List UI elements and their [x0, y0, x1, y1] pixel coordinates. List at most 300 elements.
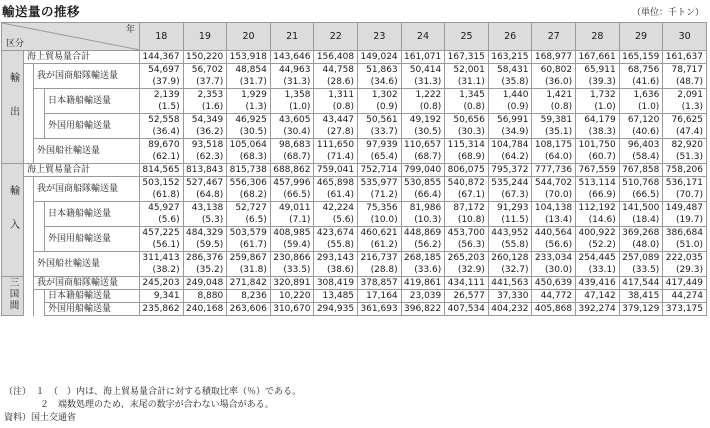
value-cell: 49,011 — [270, 202, 314, 215]
row-label: 外国船社輸送量 — [34, 252, 140, 277]
value-cell: 503,152 — [140, 177, 184, 190]
value-cell: 240,168 — [183, 303, 227, 316]
value-cell: 97,939 — [358, 139, 402, 152]
value-cell: 26,577 — [445, 290, 489, 303]
ratio-cell: (1.0) — [619, 101, 663, 114]
ratio-cell: (30.3) — [445, 126, 489, 139]
value-cell: 104,138 — [532, 202, 576, 215]
ratio-cell: (66.5) — [619, 189, 663, 202]
value-cell: 91,293 — [488, 202, 532, 215]
value-cell: 64,179 — [576, 114, 620, 127]
value-cell: 163,215 — [488, 51, 532, 64]
value-cell: 540,872 — [445, 177, 489, 190]
value-cell: 405,868 — [532, 303, 576, 316]
year-header: 30 — [663, 23, 707, 51]
table-row — [2, 89, 707, 102]
ratio-cell: (38.3) — [576, 126, 620, 139]
ratio-cell: (1.3) — [663, 101, 707, 114]
ratio-cell: (7.1) — [270, 214, 314, 227]
ratio-cell: (19.7) — [663, 214, 707, 227]
ratio-cell: (0.9) — [488, 101, 532, 114]
value-cell: 46,925 — [227, 114, 271, 127]
ratio-cell: (5.6) — [140, 214, 184, 227]
value-cell: 535,977 — [358, 177, 402, 190]
year-axis-label: 年 — [125, 25, 135, 35]
value-cell: 9,341 — [140, 290, 184, 303]
year-header: 28 — [576, 23, 620, 51]
table-row — [2, 51, 707, 64]
value-cell: 293,143 — [314, 252, 358, 265]
value-cell: 13,485 — [314, 290, 358, 303]
row-label: 我が国商船隊輸送量 — [34, 64, 140, 89]
year-header: 24 — [401, 23, 445, 51]
ratio-cell: (34.9) — [488, 126, 532, 139]
indent-cell — [24, 277, 34, 316]
value-cell: 78,717 — [663, 64, 707, 77]
value-cell: 443,952 — [488, 227, 532, 240]
value-cell: 806,075 — [445, 164, 489, 177]
value-cell: 1,311 — [314, 89, 358, 102]
value-cell: 93,518 — [183, 139, 227, 152]
year-header: 26 — [488, 23, 532, 51]
ratio-cell: (13.4) — [532, 214, 576, 227]
value-cell: 503,579 — [227, 227, 271, 240]
indent-cell — [34, 303, 45, 316]
year-header: 20 — [227, 23, 271, 51]
value-cell: 814,565 — [140, 164, 184, 177]
ratio-cell: (31.8) — [227, 264, 271, 277]
source-note: 資料）国土交通省 — [4, 413, 77, 423]
value-cell: 419,861 — [401, 277, 445, 290]
group-label: 三国間 — [7, 277, 19, 312]
ratio-cell: (64.2) — [488, 151, 532, 164]
ratio-cell: (52.2) — [576, 239, 620, 252]
ratio-cell: (65.4) — [358, 151, 402, 164]
ratio-cell: (1.0) — [576, 101, 620, 114]
value-cell: 47,142 — [576, 290, 620, 303]
ratio-cell: (30.4) — [270, 126, 314, 139]
ratio-cell: (55.8) — [488, 239, 532, 252]
value-cell: 150,220 — [183, 51, 227, 64]
value-cell: 168,977 — [532, 51, 576, 64]
ratio-cell: (47.4) — [663, 126, 707, 139]
value-cell: 2,353 — [183, 89, 227, 102]
value-cell: 457,996 — [270, 177, 314, 190]
value-cell: 448,869 — [401, 227, 445, 240]
value-cell: 513,114 — [576, 177, 620, 190]
table-row — [2, 114, 707, 127]
indent-cell — [34, 89, 45, 114]
value-cell: 396,822 — [401, 303, 445, 316]
value-cell: 56,702 — [183, 64, 227, 77]
ratio-cell: (56.2) — [401, 239, 445, 252]
value-cell: 167,661 — [576, 51, 620, 64]
ratio-cell: (62.1) — [140, 151, 184, 164]
ratio-cell: (5.6) — [314, 214, 358, 227]
table-row — [2, 277, 707, 290]
value-cell: 434,111 — [445, 277, 489, 290]
value-cell: 265,203 — [445, 252, 489, 265]
ratio-cell: (51.3) — [663, 151, 707, 164]
value-cell: 310,670 — [270, 303, 314, 316]
ratio-cell: (14.6) — [576, 214, 620, 227]
value-cell: 423,674 — [314, 227, 358, 240]
value-cell: 320,891 — [270, 277, 314, 290]
ratio-cell: (62.3) — [183, 151, 227, 164]
value-cell: 141,500 — [619, 202, 663, 215]
ratio-cell: (71.4) — [314, 151, 358, 164]
table-row — [2, 303, 707, 316]
ratio-cell: (70.0) — [532, 189, 576, 202]
ratio-cell: (68.7) — [401, 151, 445, 164]
ratio-cell: (33.5) — [270, 264, 314, 277]
value-cell: 54,697 — [140, 64, 184, 77]
ratio-cell: (67.1) — [445, 189, 489, 202]
value-cell: 156,408 — [314, 51, 358, 64]
ratio-cell: (10.3) — [401, 214, 445, 227]
value-cell: 544,702 — [532, 177, 576, 190]
indent-cell — [24, 177, 34, 252]
ratio-cell: (64.0) — [532, 151, 576, 164]
value-cell: 81,986 — [401, 202, 445, 215]
value-cell: 82,920 — [663, 139, 707, 152]
value-cell: 752,714 — [358, 164, 402, 177]
value-cell: 369,268 — [619, 227, 663, 240]
value-cell: 8,880 — [183, 290, 227, 303]
value-cell: 52,727 — [227, 202, 271, 215]
value-cell: 417,449 — [663, 277, 707, 290]
ratio-cell: (1.0) — [270, 101, 314, 114]
value-cell: 400,922 — [576, 227, 620, 240]
ratio-cell: (66.5) — [270, 189, 314, 202]
value-cell: 465,898 — [314, 177, 358, 190]
value-cell: 1,421 — [532, 89, 576, 102]
ratio-cell: (68.9) — [445, 151, 489, 164]
value-cell: 294,935 — [314, 303, 358, 316]
year-header: 29 — [619, 23, 663, 51]
ratio-cell: (38.6) — [314, 264, 358, 277]
ratio-cell: (58.4) — [619, 151, 663, 164]
row-label: 外国用船輸送量 — [45, 303, 140, 316]
value-cell: 38,415 — [619, 290, 663, 303]
value-cell: 271,842 — [227, 277, 271, 290]
ratio-cell: (33.5) — [619, 264, 663, 277]
value-cell: 56,991 — [488, 114, 532, 127]
footnote: ２ 端数処理のため、末尾の数字が合わない場合がある。 — [4, 400, 274, 410]
footnote: （注） １ （ ）内は、海上貿易量合計に対する積取比率（％）である。 — [4, 387, 302, 397]
value-cell: 758,206 — [663, 164, 707, 177]
value-cell: 536,171 — [663, 177, 707, 190]
value-cell: 392,274 — [576, 303, 620, 316]
ratio-cell: (41.6) — [619, 76, 663, 89]
value-cell: 311,413 — [140, 252, 184, 265]
ratio-cell: (36.0) — [532, 76, 576, 89]
value-cell: 68,756 — [619, 64, 663, 77]
ratio-cell: (18.4) — [619, 214, 663, 227]
value-cell: 1,222 — [401, 89, 445, 102]
table-row — [2, 290, 707, 303]
value-cell: 1,345 — [445, 89, 489, 102]
table-row — [2, 252, 707, 265]
ratio-cell: (28.6) — [314, 76, 358, 89]
row-label: 日本籍船輸送量 — [45, 202, 140, 227]
value-cell: 43,138 — [183, 202, 227, 215]
value-cell: 108,175 — [532, 139, 576, 152]
value-cell: 48,854 — [227, 64, 271, 77]
value-cell: 1,302 — [358, 89, 402, 102]
value-cell: 484,329 — [183, 227, 227, 240]
value-cell: 245,203 — [140, 277, 184, 290]
value-cell: 286,376 — [183, 252, 227, 265]
value-cell: 10,220 — [270, 290, 314, 303]
value-cell: 259,867 — [227, 252, 271, 265]
value-cell: 50,561 — [358, 114, 402, 127]
table-row — [2, 227, 707, 240]
ratio-cell: (67.3) — [488, 189, 532, 202]
ratio-cell: (30.5) — [401, 126, 445, 139]
group-header-cell — [2, 51, 24, 164]
value-cell: 815,738 — [227, 164, 271, 177]
value-cell: 2,139 — [140, 89, 184, 102]
year-header: 21 — [270, 23, 314, 51]
table-row — [2, 64, 707, 77]
value-cell: 153,918 — [227, 51, 271, 64]
group-label: 輸入 — [7, 184, 19, 253]
value-cell: 373,175 — [663, 303, 707, 316]
ratio-cell: (33.6) — [401, 264, 445, 277]
ratio-cell: (60.7) — [576, 151, 620, 164]
value-cell: 233,034 — [532, 252, 576, 265]
ratio-cell: (1.6) — [183, 101, 227, 114]
value-cell: 441,563 — [488, 277, 532, 290]
value-cell: 149,024 — [358, 51, 402, 64]
ratio-cell: (56.6) — [532, 239, 576, 252]
value-cell: 249,048 — [183, 277, 227, 290]
value-cell: 440,564 — [532, 227, 576, 240]
unit-label: （単位：千トン） — [631, 8, 704, 18]
value-cell: 254,445 — [576, 252, 620, 265]
row-label: 日本籍船輸送量 — [45, 89, 140, 114]
ratio-cell: (37.9) — [140, 76, 184, 89]
value-cell: 510,768 — [619, 177, 663, 190]
page-title: 輸送量の推移 — [2, 4, 81, 19]
value-cell: 101,750 — [576, 139, 620, 152]
value-cell: 49,192 — [401, 114, 445, 127]
ratio-cell: (51.0) — [663, 239, 707, 252]
indent-cell — [34, 114, 45, 139]
value-cell: 60,802 — [532, 64, 576, 77]
row-label: 外国船社輸送量 — [34, 139, 140, 164]
ratio-cell: (36.2) — [183, 126, 227, 139]
value-cell: 361,693 — [358, 303, 402, 316]
table-row — [2, 164, 707, 177]
ratio-cell: (35.1) — [532, 126, 576, 139]
value-cell: 688,862 — [270, 164, 314, 177]
year-header: 19 — [183, 23, 227, 51]
value-cell: 535,244 — [488, 177, 532, 190]
ratio-cell: (37.7) — [183, 76, 227, 89]
value-cell: 795,372 — [488, 164, 532, 177]
table-row — [2, 139, 707, 152]
value-cell: 50,414 — [401, 64, 445, 77]
ratio-cell: (30.0) — [532, 264, 576, 277]
value-cell: 89,670 — [140, 139, 184, 152]
ratio-cell: (66.9) — [576, 189, 620, 202]
value-cell: 457,225 — [140, 227, 184, 240]
value-cell: 460,621 — [358, 227, 402, 240]
value-cell: 268,185 — [401, 252, 445, 265]
value-cell: 75,356 — [358, 202, 402, 215]
ratio-cell: (61.7) — [227, 239, 271, 252]
ratio-cell: (35.8) — [488, 76, 532, 89]
value-cell: 110,657 — [401, 139, 445, 152]
value-cell: 45,927 — [140, 202, 184, 215]
value-cell: 777,736 — [532, 164, 576, 177]
ratio-cell: (68.3) — [227, 151, 271, 164]
ratio-cell: (6.5) — [227, 214, 271, 227]
ratio-cell: (68.7) — [270, 151, 314, 164]
ratio-cell: (61.8) — [140, 189, 184, 202]
group-label: 輸出 — [7, 71, 19, 140]
value-cell: 58,431 — [488, 64, 532, 77]
indent-cell — [24, 252, 34, 277]
value-cell: 52,001 — [445, 64, 489, 77]
value-cell: 17,164 — [358, 290, 402, 303]
value-cell: 23,039 — [401, 290, 445, 303]
ratio-cell: (10.0) — [358, 214, 402, 227]
ratio-cell: (28.8) — [358, 264, 402, 277]
value-cell: 260,128 — [488, 252, 532, 265]
ratio-cell: (34.6) — [358, 76, 402, 89]
value-cell: 96,403 — [619, 139, 663, 152]
value-cell: 52,558 — [140, 114, 184, 127]
value-cell: 1,440 — [488, 89, 532, 102]
row-label: 我が国商船隊輸送量 — [34, 177, 140, 202]
value-cell: 378,857 — [358, 277, 402, 290]
ratio-cell: (30.5) — [227, 126, 271, 139]
ratio-cell: (59.5) — [183, 239, 227, 252]
year-header: 23 — [358, 23, 402, 51]
value-cell: 87,172 — [445, 202, 489, 215]
value-cell: 161,637 — [663, 51, 707, 64]
ratio-cell: (40.6) — [619, 126, 663, 139]
value-cell: 105,064 — [227, 139, 271, 152]
ratio-cell: (31.3) — [401, 76, 445, 89]
value-cell: 530,855 — [401, 177, 445, 190]
value-cell: 50,656 — [445, 114, 489, 127]
group-header-cell — [2, 277, 24, 316]
ratio-cell: (71.2) — [358, 189, 402, 202]
value-cell: 67,120 — [619, 114, 663, 127]
header-row — [2, 23, 707, 51]
value-cell: 556,306 — [227, 177, 271, 190]
value-cell: 1,732 — [576, 89, 620, 102]
ratio-cell: (31.7) — [227, 76, 271, 89]
value-cell: 527,467 — [183, 177, 227, 190]
value-cell: 42,224 — [314, 202, 358, 215]
value-cell: 76,625 — [663, 114, 707, 127]
value-cell: 43,605 — [270, 114, 314, 127]
row-label: 海上貿易量合計 — [24, 164, 140, 177]
indent-cell — [24, 139, 34, 164]
value-cell: 44,758 — [314, 64, 358, 77]
ratio-cell: (27.8) — [314, 126, 358, 139]
corner-header-cell — [2, 23, 140, 51]
ratio-cell: (31.1) — [445, 76, 489, 89]
table-row — [2, 202, 707, 215]
value-cell: 404,232 — [488, 303, 532, 316]
row-label: 外国用船輸送量 — [45, 227, 140, 252]
value-cell: 51,863 — [358, 64, 402, 77]
value-cell: 44,963 — [270, 64, 314, 77]
value-cell: 386,684 — [663, 227, 707, 240]
ratio-cell: (29.3) — [663, 264, 707, 277]
ratio-cell: (68.2) — [227, 189, 271, 202]
value-cell: 417,544 — [619, 277, 663, 290]
table-body — [2, 23, 707, 316]
value-cell: 54,349 — [183, 114, 227, 127]
category-axis-label: 区分 — [6, 39, 25, 49]
value-cell: 1,636 — [619, 89, 663, 102]
value-cell: 143,646 — [270, 51, 314, 64]
value-cell: 161,071 — [401, 51, 445, 64]
indent-cell — [34, 290, 45, 303]
footnotes — [4, 386, 301, 425]
transport-volume-table — [1, 22, 707, 316]
ratio-cell: (48.7) — [663, 76, 707, 89]
year-header: 22 — [314, 23, 358, 51]
value-cell: 1,929 — [227, 89, 271, 102]
value-cell: 65,911 — [576, 64, 620, 77]
ratio-cell: (61.2) — [358, 239, 402, 252]
ratio-cell: (1.5) — [140, 101, 184, 114]
value-cell: 235,862 — [140, 303, 184, 316]
row-label: 我が国商船隊輸送量 — [34, 277, 140, 290]
value-cell: 767,858 — [619, 164, 663, 177]
ratio-cell: (56.3) — [445, 239, 489, 252]
ratio-cell: (1.3) — [227, 101, 271, 114]
value-cell: 8,236 — [227, 290, 271, 303]
value-cell: 767,559 — [576, 164, 620, 177]
year-header: 18 — [140, 23, 184, 51]
ratio-cell: (0.9) — [358, 101, 402, 114]
ratio-cell: (0.8) — [401, 101, 445, 114]
value-cell: 112,192 — [576, 202, 620, 215]
value-cell: 44,772 — [532, 290, 576, 303]
year-header: 25 — [445, 23, 489, 51]
ratio-cell: (32.9) — [445, 264, 489, 277]
value-cell: 216,737 — [358, 252, 402, 265]
ratio-cell: (0.8) — [314, 101, 358, 114]
ratio-cell: (56.1) — [140, 239, 184, 252]
ratio-cell: (5.3) — [183, 214, 227, 227]
value-cell: 407,534 — [445, 303, 489, 316]
value-cell: 222,035 — [663, 252, 707, 265]
row-label: 日本籍船輸送量 — [45, 290, 140, 303]
row-label: 外国用船輸送量 — [45, 114, 140, 139]
value-cell: 167,315 — [445, 51, 489, 64]
ratio-cell: (35.2) — [183, 264, 227, 277]
value-cell: 263,606 — [227, 303, 271, 316]
value-cell: 115,314 — [445, 139, 489, 152]
ratio-cell: (38.2) — [140, 264, 184, 277]
ratio-cell: (66.4) — [401, 189, 445, 202]
value-cell: 439,416 — [576, 277, 620, 290]
value-cell: 230,866 — [270, 252, 314, 265]
ratio-cell: (33.1) — [576, 264, 620, 277]
table-row — [2, 177, 707, 190]
ratio-cell: (55.8) — [314, 239, 358, 252]
